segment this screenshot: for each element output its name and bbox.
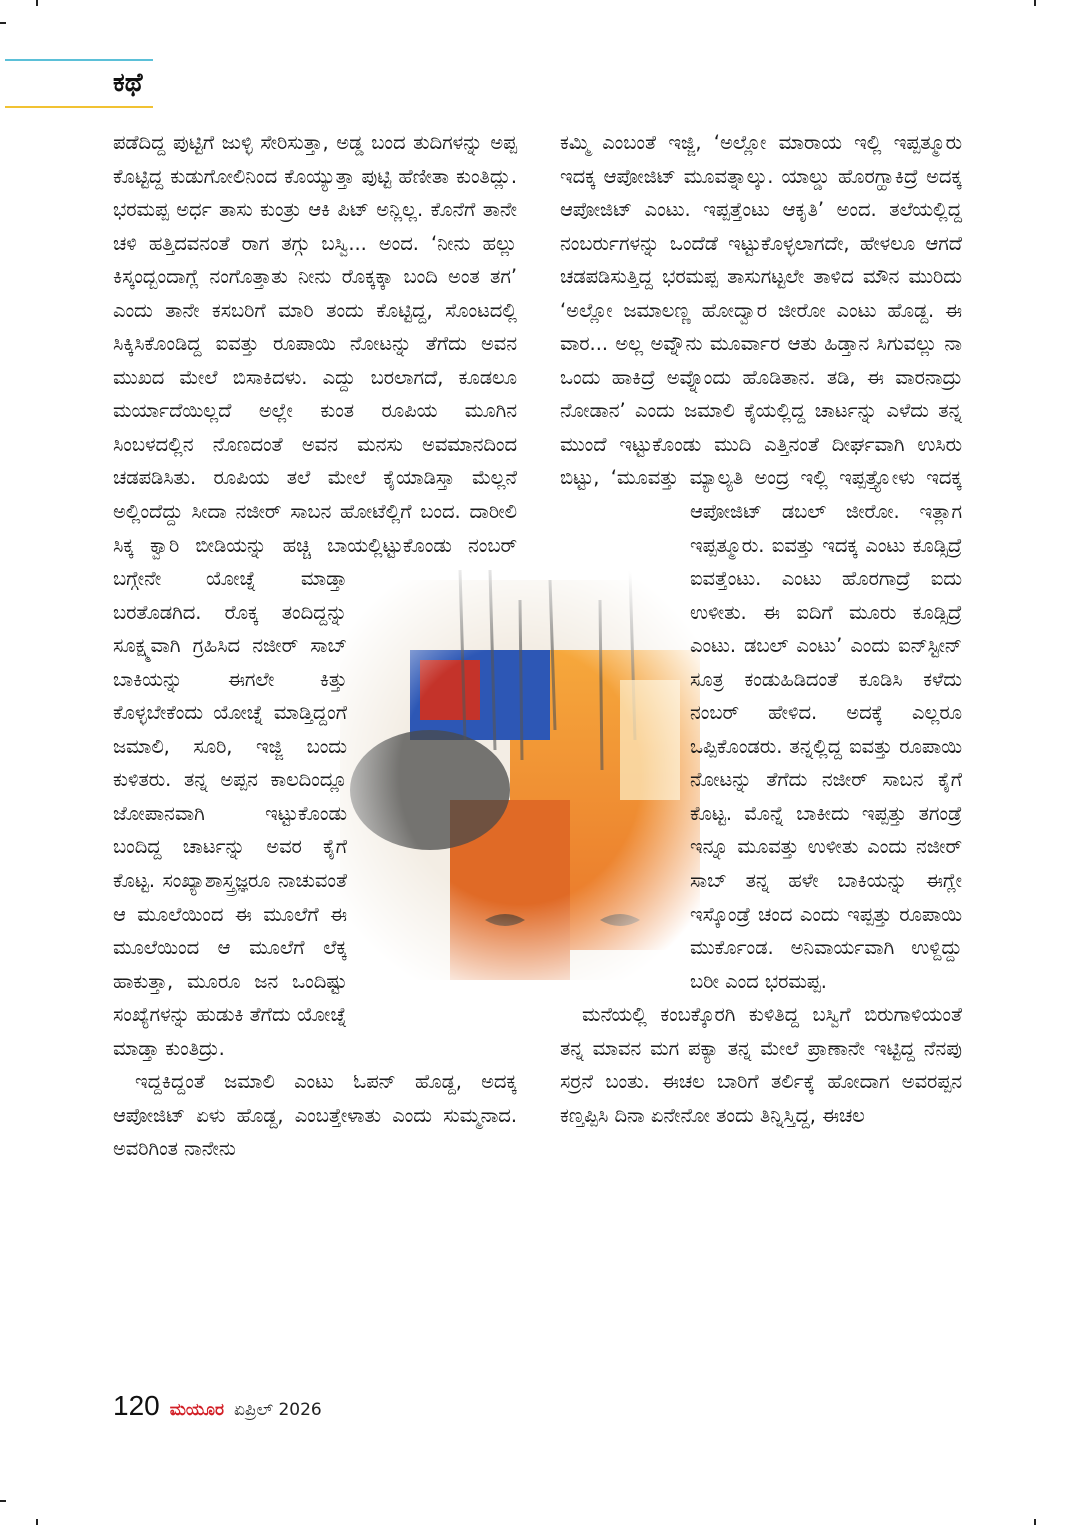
magazine-logo: ಮಯೂರ	[169, 1400, 224, 1420]
crop-mark	[0, 1500, 6, 1502]
page-footer	[113, 1390, 322, 1430]
issue-date: ಏಪ್ರಿಲ್ 2026	[233, 1400, 322, 1420]
crop-mark	[36, 0, 38, 6]
crop-mark	[36, 1519, 38, 1525]
section-rule-bottom	[5, 106, 153, 108]
paragraph: ಕಮ್ಮಿ ಎಂಬಂತೆ ಇಜ್ಜಿ, ‘ಅಲ್ಲೋ ಮಾರಾಯ ಇಲ್ಲಿ ಇಪ್ಪತ್ಮೂರು ಇದಕ್ಕ ಆಪೋಜಿಟ್ ಮೂವತ್ನಾಲ್ಕು. ಯಾಲ್ಡು ಹೊರಗ್ಹಾಕಿದ್ರೆ ಅದಕ್ಕ ಆಪೋಜಿಟ್ ಎಂಟು. ಇಪ್ಪತ್ತೆಂಟು ಆಕೃತಿ’ ಅಂದ. ತಲೆಯಲ್ಲಿದ್ದ ನಂಬರ್ರುಗಳನ್ನು ಒಂದೆಡೆ ಇಟ್ಟುಕೊಳ್ಳಲಾಗದೇ, ಹೇಳಲೂ ಆಗದೆ ಚಡಪಡಿಸುತ್ತಿದ್ದ ಭರಮಪ್ಪ ತಾಸುಗಟ್ಟಲೇ ತಾಳಿದ ಮೌನ ಮುರಿದು ‘ಅಲ್ಲೋ ಜಮಾಲಣ್ಣ ಹೋದ್ವಾರ ಜೀರೋ ಎಂಟು ಹೊಡ್ದ. ಈ ವಾರ... ಅಲ್ಲ ಅವ್ನೌನು ಮೂರ್ವಾರ ಆತು ಹಿಡ್ತಾನ ಸಿಗುವಲ್ಲು ನಾ ಒಂದು ಹಾಕಿದ್ರೆ ಅವ್ನೊಂದು ಹೊಡಿತಾನ. ತಡಿ, ಈ ವಾರನಾದ್ರು ನೋಡಾನ’ ಎಂದು ಜಮಾಲಿ ಕೈಯಲ್ಲಿದ್ದ ಚಾರ್ಟನ್ನು ಎಳೆದು ತನ್ನ ಮುಂದೆ ಇಟ್ಟುಕೊಂಡು ಮುದಿ ಎತ್ತಿನಂತೆ ದೀರ್ಘವಾಗಿ ಉಸಿರು ಬಿಟ್ಟು, ‘ಮೂವತ್ತು ಮ್ಯಾಲ್ಯತಿ ಅಂದ್ರ ಇಲ್ಲಿ ಇಪ್ಪತ್ತ್ಯೋಳು ಇದಕ್ಕ ಆಪೋಜಿಟ್ ಡಬಲ್ ಜೀರೋ. ಇತ್ಲಾಗ ಇಪ್ಪತ್ಮೂರು. ಐವತ್ತು ಇದಕ್ಕ ಎಂಟು ಕೂಡ್ಸಿದ್ರೆ ಐವತ್ತೆಂಟು. ಎಂಟು ಹೊರಗಾದ್ರೆ ಐದು ಉಳೀತು. ಈ ಐದಿಗೆ ಮೂರು ಕೂಡ್ಸಿದ್ರೆ ಎಂಟು. ಡಬಲ್ ಎಂಟು’ ಎಂದು ಐನ್‌ಸ್ಟೀನ್ ಸೂತ್ರ ಕಂಡುಹಿಡಿದಂತೆ ಕೂಡಿಸಿ ಕಳೆದು ನಂಬರ್ ಹೇಳಿದ. ಅದಕ್ಕೆ ಎಲ್ಲರೂ ಒಪ್ಪಿಕೊಂಡರು. ತನ್ನಲ್ಲಿದ್ದ ಐವತ್ತು ರೂಪಾಯಿ ನೋಟನ್ನು ತೆಗೆದು ನಜೀರ್ ಸಾಬನ ಕೈಗೆ ಕೊಟ್ಟ. ಮೊನ್ನೆ ಬಾಕೀದು ಇಪ್ಪತ್ತು ತಗಂಡ್ರೆ ಇನ್ನೂ ಮೂವತ್ತು ಉಳೀತು ಎಂದು ನಜೀರ್ ಸಾಬ್ ತನ್ನ ಹಳೇ ಬಾಕಿಯನ್ನು ಈಗ್ಲೇ ಇಸ್ಕೊಂಡ್ರೆ ಚಂದ ಎಂದು ಇಪ್ಪತ್ತು ರೂಪಾಯಿ ಮುರ್ಕೊಂಡ. ಅನಿವಾರ್ಯವಾಗಿ ಉಳ್ದಿದ್ದು ಬರೀ ಎಂದ ಭರಮಪ್ಪ.	[560, 131, 962, 993]
paragraph: ಇದ್ದಕಿದ್ದಂತೆ ಜಮಾಲಿ ಎಂಟು ಓಪನ್ ಹೊಡ್ದ, ಅದಕ್ಕ ಆಪೋಜಿಟ್ ಏಳು ಹೊಡ್ದ, ಎಂಬತ್ತೇಳಾತು ಎಂದು ಸುಮ್ಮನಾದ. ಅವರಿಗಿಂತ ನಾನೇನು	[113, 1070, 517, 1161]
crop-mark	[0, 22, 6, 24]
article-text-left	[113, 126, 517, 1166]
section-rule-top	[5, 59, 153, 61]
crop-mark	[1034, 0, 1036, 6]
page-number: 120	[113, 1390, 160, 1421]
paragraph: ಮನೆಯಲ್ಲಿ ಕಂಬಕ್ಕೊರಗಿ ಕುಳಿತಿದ್ದ ಬಸ್ವಿಗೆ ಬಿರುಗಾಳಿಯಂತೆ ತನ್ನ ಮಾವನ ಮಗ ಪಕ್ಯಾ ತನ್ನ ಮೇಲೆ ಪ್ರಾಣಾನೇ ಇಟ್ಟಿದ್ದ ನೆನಪು ಸರ್ರನೆ ಬಂತು. ಈಚಲ ಬಾರಿಗೆ ತರ್ಲಿಕ್ಕೆ ಹೋದಾಗ ಅವರಪ್ಪನ ಕಣ್ತಪ್ಪಿಸಿ ದಿನಾ ಏನೇನೋ ತಂದು ತಿನ್ನಿಸ್ತಿದ್ದ, ಈಚಲ	[560, 1003, 962, 1127]
crop-mark	[1034, 1519, 1036, 1525]
paragraph: ಪಡೆದಿದ್ದ ಪುಟ್ಟಿಗೆ ಜುಳ್ಳಿ ಸೇರಿಸುತ್ತಾ, ಅಡ್ಡ ಬಂದ ತುದಿಗಳನ್ನು ಅಪ್ಪ ಕೊಟ್ಟಿದ್ದ ಕುಡುಗೋಲಿನಿಂದ ಕೊಯ್ಯುತ್ತಾ ಪುಟ್ಟಿ ಹೆಣೀತಾ ಕುಂತಿದ್ಲು. ಭರಮಪ್ಪ ಅರ್ಧ ತಾಸು ಕುಂತ್ರು ಆಕಿ ಪಿಟ್ ಅನ್ಲಿಲ್ಲ. ಕೊನೆಗೆ ತಾನೇ ಚಳಿ ಹತ್ತಿದವನಂತೆ ರಾಗ ತಗ್ಗು ಬಸ್ವಿ... ಅಂದ. ‘ನೀನು ಹಲ್ಲು ಕಿಸ್ಕಂದ್ಬಂದಾಗ್ಲೆ ನಂಗೊತ್ತಾತು ನೀನು ರೊಕ್ಕಕ್ಕಾ ಬಂದಿ ಅಂತ ತಗ’ ಎಂದು ತಾನೇ ಕಸಬರಿಗೆ ಮಾರಿ ತಂದು ಕೊಟ್ಟಿದ್ದ, ಸೊಂಟದಲ್ಲಿ ಸಿಕ್ಕಿಸಿಕೊಂಡಿದ್ದ ಐವತ್ತು ರೂಪಾಯಿ ನೋಟನ್ನು ತೆಗೆದು ಅವನ ಮುಖದ ಮೇಲೆ ಬಿಸಾಕಿದಳು. ಎದ್ದು ಬರಲಾಗದೆ, ಕೂಡಲೂ ಮರ್ಯಾದೆಯಿಲ್ಲದೆ ಅಲ್ಲೇ ಕುಂತ ರೂಪಿಯ ಮೂಗಿನ ಸಿಂಬಳದಲ್ಲಿನ ನೊಣದಂತೆ ಅವನ ಮನಸು ಅವಮಾನದಿಂದ ಚಡಪಡಿಸಿತು. ರೂಪಿಯ ತಲೆ ಮೇಲೆ ಕೈಯಾಡಿಸ್ತಾ ಮೆಲ್ಲನೆ ಅಲ್ಲಿಂದೆದ್ದು ಸೀದಾ ನಜೀರ್ ಸಾಬನ ಹೋಟೆಲ್ಲಿಗೆ ಬಂದ. ದಾರೀಲಿ ಸಿಕ್ಕ ಕ್ವಾರಿ ಬೀಡಿಯನ್ನು ಹಚ್ಚಿ ಬಾಯಲ್ಲಿಟ್ಟುಕೊಂಡು ನಂಬರ್ ಬಗ್ಗೇನೇ ಯೋಚ್ನೆ ಮಾಡ್ತಾ ಬರತೊಡಗಿದ. ರೊಕ್ಕ ತಂದಿದ್ದನ್ನು ಸೂಕ್ಷ್ಮವಾಗಿ ಗ್ರಹಿಸಿದ ನಜೀರ್ ಸಾಬ್ ಬಾಕಿಯನ್ನು ಈಗಲೇ ಕಿತ್ತು ಕೊಳ್ಳಬೇಕೆಂದು ಯೋಚ್ನೆ ಮಾಡ್ತಿದ್ದಂಗೆ ಜಮಾಲಿ, ಸೂರಿ, ಇಜ್ಜಿ ಬಂದು ಕುಳಿತರು. ತನ್ನ ಅಪ್ಪನ ಕಾಲದಿಂದ್ಲೂ ಜೋಪಾನವಾಗಿ ಇಟ್ಟುಕೊಂಡು ಬಂದಿದ್ದ ಚಾರ್ಟನ್ನು ಅವರ ಕೈಗೆ ಕೊಟ್ಟ. ಸಂಖ್ಯಾಶಾಸ್ತ್ರಜ್ಞರೂ ನಾಚುವಂತೆ ಆ ಮೂಲೆಯಿಂದ ಈ ಮೂಲೆಗೆ ಈ ಮೂಲೆಯಿಂದ ಆ ಮೂಲೆಗೆ ಲೆಕ್ಕ ಹಾಕುತ್ತಾ, ಮೂರೂ ಜನ ಒಂದಿಷ್ಟು ಸಂಖ್ಯೆಗಳನ್ನು ಹುಡುಕಿ ತೆಗೆದು ಯೋಚ್ನೆ ಮಾಡ್ತಾ ಕುಂತಿದ್ರು.	[113, 131, 517, 1060]
section-title: ಕಥೆ	[113, 68, 143, 98]
article-text-right	[560, 126, 962, 1132]
